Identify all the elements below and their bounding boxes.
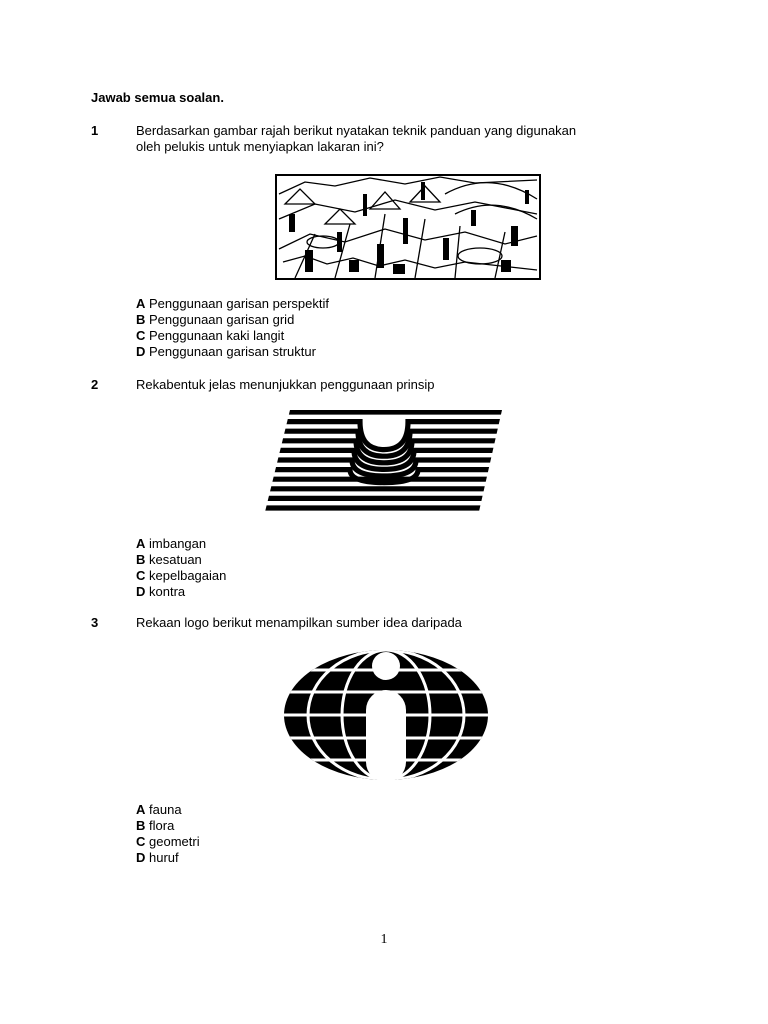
question-3-text: Rekaan logo berikut menampilkan sumber idea daripada [136,615,462,630]
option-d[interactable] [136,584,226,600]
option-text: Penggunaan kaki langit [149,328,285,343]
option-text: Penggunaan garisan struktur [149,344,316,359]
option-b[interactable] [136,818,200,834]
globe-letter-i-logo-icon [282,648,490,782]
option-letter: A [136,296,146,311]
option-text: flora [149,818,175,833]
question-1-options [136,296,329,360]
city-sketch-icon [275,174,541,280]
option-letter: D [136,344,146,359]
question-2-options [136,536,226,600]
option-b[interactable] [136,312,329,328]
question-2-text: Rekabentuk jelas menunjukkan penggunaan prinsip [136,377,435,392]
option-a[interactable] [136,802,200,818]
option-c[interactable] [136,568,226,584]
option-text: Penggunaan garisan perspektif [149,296,329,311]
option-text: Penggunaan garisan grid [149,312,295,327]
option-letter: D [136,850,146,865]
question-1-text-line1: Berdasarkan gambar rajah berikut nyatakan teknik panduan yang digunakan [136,123,577,138]
question-2-number: 2 [91,377,99,392]
question-3-options [136,802,200,866]
option-text: geometri [149,834,200,849]
option-letter: B [136,818,146,833]
question-1-text-line2: oleh pelukis untuk menyiapkan lakaran ini? [136,139,384,154]
option-a[interactable] [136,296,329,312]
option-text: kesatuan [149,552,202,567]
option-letter: D [136,584,146,599]
option-d[interactable] [136,850,200,866]
option-d[interactable] [136,344,329,360]
option-text: fauna [149,802,182,817]
option-letter: B [136,312,146,327]
question-1-number: 1 [91,123,99,138]
question-3-number: 3 [91,615,99,630]
option-b[interactable] [136,552,226,568]
striped-arc-design-icon [262,408,506,520]
option-c[interactable] [136,834,200,850]
option-letter: C [136,328,146,343]
option-c[interactable] [136,328,329,344]
option-text: kontra [149,584,186,599]
option-letter: B [136,552,146,567]
option-a[interactable] [136,536,226,552]
option-text: imbangan [149,536,207,551]
question-1-text [136,123,636,155]
design-stripe [262,422,506,450]
option-letter: C [136,568,146,583]
option-text: kepelbagaian [149,568,227,583]
page-number: 1 [380,932,388,947]
option-letter: A [136,536,146,551]
instruction-heading: Jawab semua soalan. [91,90,224,105]
option-letter: A [136,802,146,817]
option-letter: C [136,834,146,849]
option-text: huruf [149,850,179,865]
